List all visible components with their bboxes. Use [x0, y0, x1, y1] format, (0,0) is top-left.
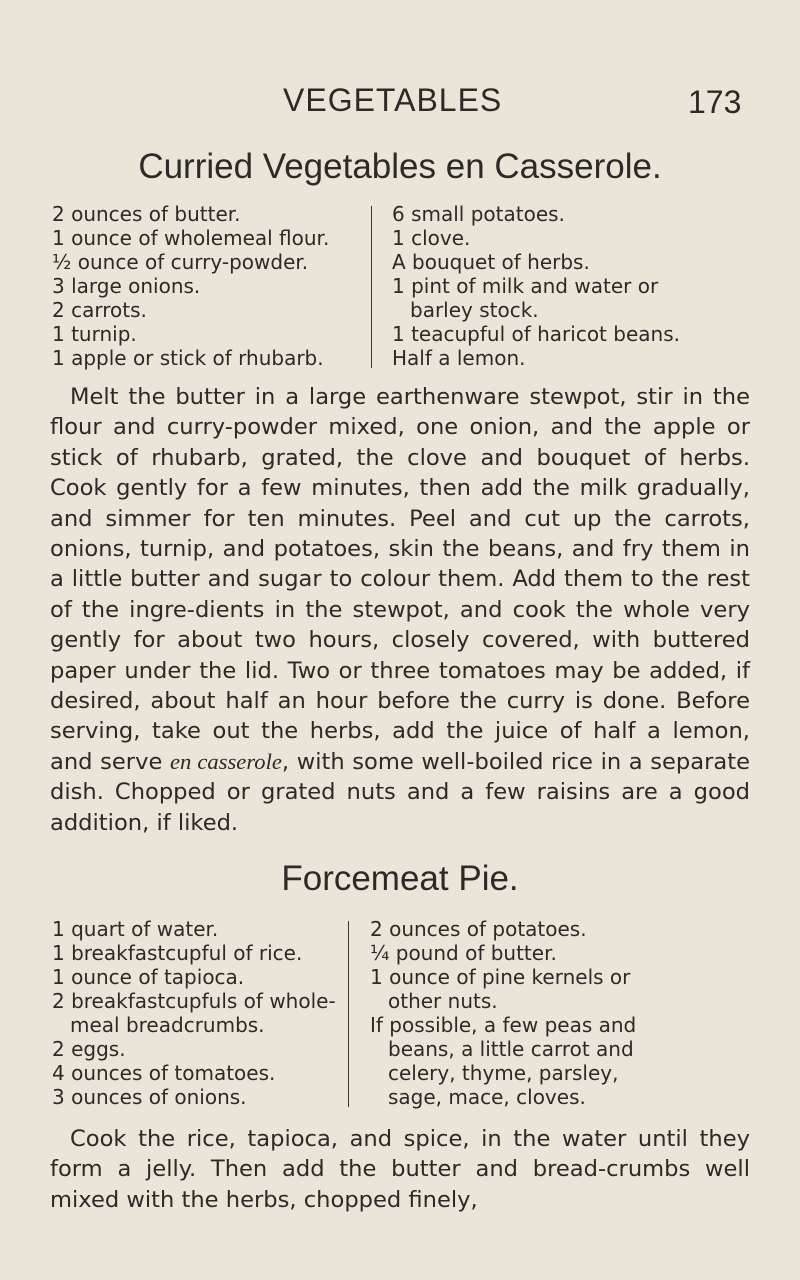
ingredient-item: 1 turnip. — [52, 322, 137, 346]
method-italic-phrase: en casserole — [169, 748, 282, 774]
ingredient-item: barley stock. — [410, 298, 539, 322]
ingredient-item: beans, a little carrot and — [388, 1037, 634, 1061]
ingredient-item: 2 ounces of butter. — [52, 202, 241, 226]
ingredient-item: 2 ounces of potatoes. — [370, 917, 587, 941]
chapter-title: VEGETABLES — [283, 82, 503, 118]
ingredients-left-column — [52, 202, 329, 370]
ingredient-item: 3 ounces of onions. — [52, 1085, 247, 1109]
ingredient-item: 1 ounce of tapioca. — [52, 965, 245, 989]
method-text: Melt the butter in a large earthenware stewpot, stir in the flour and curry-powder mixed, one onion, and the apple or stick of rhubarb, grated, the clove and bouquet of herbs. Cook gently for a few minutes, then add the milk gradually, and simmer for ten minutes. Peel and cut up the carrots, onions, turnip, and potatoes, skin the beans, and fry them in a little butter and sugar to colour them. Add them to the rest of the ingre-dients in the stewpot, and cook the whole very gently for about two hours, closely covered, with buttered paper under the lid. Two or three tomatoes may be added, if desired, about half an hour before the curry is done. Before serving, take out the herbs, add the juice of half a lemon, and serve — [50, 384, 750, 775]
ingredient-item: 4 ounces of tomatoes. — [52, 1061, 276, 1085]
ingredient-item: ¼ pound of butter. — [370, 941, 557, 965]
method-forcemeat-pie: Cook the rice, tapioca, and spice, in the water until they form a jelly. Then add the butter and bread-crumbs well mixed with the herbs, chopped finely, — [50, 1126, 750, 1213]
ingredient-item: 2 carrots. — [52, 298, 147, 322]
running-header — [0, 80, 800, 124]
ingredient-item: 1 clove. — [392, 226, 471, 250]
ingredient-item: 1 breakfastcupful of rice. — [52, 941, 303, 965]
ingredient-item: If possible, a few peas and — [370, 1013, 637, 1037]
ingredient-item: Half a lemon. — [392, 346, 526, 370]
method-text: , with some well-boiled rice in a separate dish. Chopped or grated nuts and a few raisins are a good addition, if liked. — [50, 748, 751, 836]
ingredient-item: other nuts. — [388, 989, 498, 1013]
ingredient-item: 2 breakfastcupfuls of whole- — [52, 989, 336, 1013]
ingredient-item: 1 quart of water. — [52, 917, 219, 941]
method-curried-vegetables — [50, 382, 750, 838]
column-divider — [348, 921, 349, 1107]
ingredient-item: 1 teacupful of haricot beans. — [392, 322, 680, 346]
ingredient-item: meal breadcrumbs. — [70, 1013, 265, 1037]
column-divider — [371, 206, 372, 368]
ingredient-item: 1 pint of milk and water or — [392, 274, 659, 298]
ingredient-item: 6 small potatoes. — [392, 202, 565, 226]
ingredients-right-column — [392, 202, 680, 370]
recipe-title-forcemeat-pie: Forcemeat Pie. — [281, 859, 519, 898]
page-number: 173 — [688, 84, 742, 120]
ingredient-item: 3 large onions. — [52, 274, 201, 298]
ingredient-item: ½ ounce of curry-powder. — [52, 250, 309, 274]
ingredients-forcemeat-pie — [50, 917, 750, 1117]
ingredient-item: celery, thyme, parsley, — [388, 1061, 619, 1085]
ingredient-item: 1 ounce of wholemeal flour. — [52, 226, 330, 250]
ingredient-item: sage, mace, cloves. — [388, 1085, 586, 1109]
ingredient-item: 2 eggs. — [52, 1037, 126, 1061]
ingredient-item: 1 apple or stick of rhubarb. — [52, 346, 324, 370]
ingredient-item: A bouquet of herbs. — [392, 250, 590, 274]
ingredients-right-column — [370, 917, 636, 1109]
ingredient-item: 1 ounce of pine kernels or — [370, 965, 631, 989]
ingredients-left-column — [52, 917, 336, 1109]
recipe-title-curried-vegetables: Curried Vegetables en Casserole. — [138, 147, 662, 186]
ingredients-curried-vegetables — [50, 202, 750, 372]
